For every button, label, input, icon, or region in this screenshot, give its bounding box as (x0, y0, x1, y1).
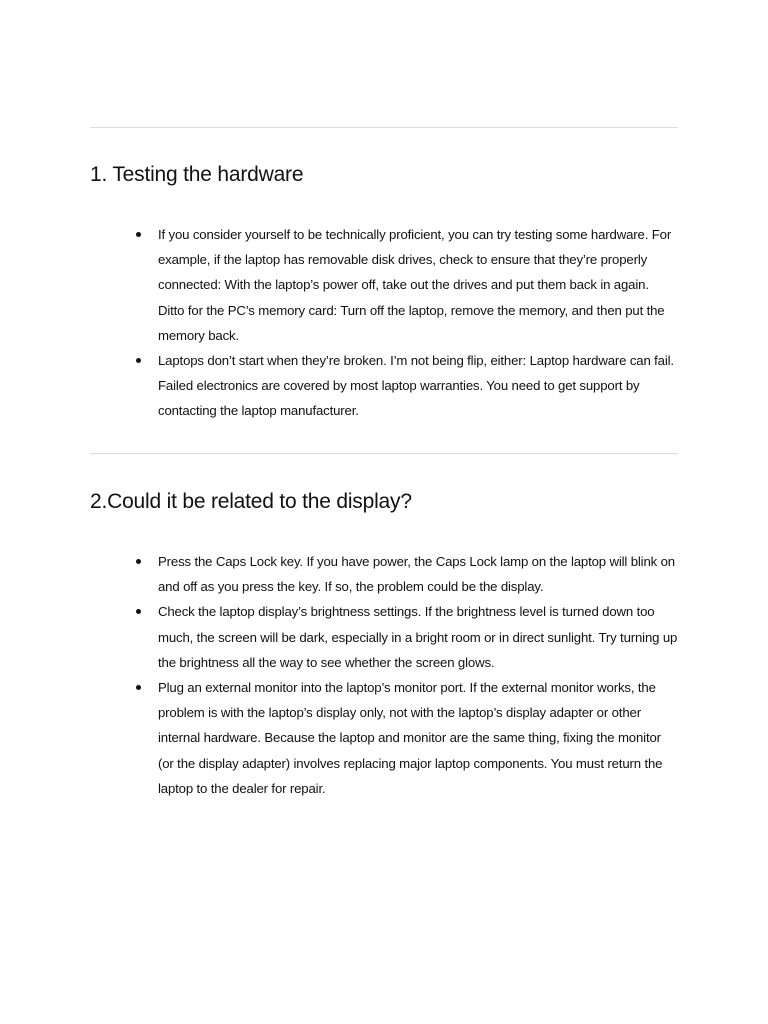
list-item-text: If you consider yourself to be technically proficient, you can try testing some hardware. For example, if the laptop has removable disk drives, check to ensure that they’re properly connected: With the laptop’s power off, take out the drives and put them back in again. Ditto for the PC’s memory card: Turn off the laptop, remove the memory, and then put the memory back. (158, 227, 672, 343)
bullet-list (0, 222, 678, 424)
list-item-text: Press the Caps Lock key. If you have power, the Caps Lock lamp on the laptop will blink on and off as you press the key. If so, the problem could be the display. (158, 554, 675, 595)
section-heading: 1. Testing the hardware (90, 163, 304, 186)
bullet-icon (136, 232, 141, 237)
bullet-icon (136, 685, 141, 690)
list-item (158, 599, 678, 675)
bullet-icon (136, 609, 141, 614)
section-divider (90, 453, 678, 454)
bullet-list (0, 549, 678, 801)
list-item (158, 222, 678, 348)
bullet-icon (136, 358, 141, 363)
list-item (158, 549, 678, 599)
list-item-text: Laptops don’t start when they’re broken. I’m not being flip, either: Laptop hardware can fail. Failed electronics are covered by most laptop warranties. You need to get support by contacting the laptop manufacturer. (158, 353, 674, 419)
section-heading: 2.Could it be related to the display? (90, 490, 412, 513)
bullet-icon (136, 559, 141, 564)
list-item (158, 675, 678, 801)
list-item-text: Plug an external monitor into the laptop’s monitor port. If the external monitor works, the problem is with the laptop’s display only, not with the laptop’s display adapter or other internal hardware. Because the laptop and monitor are the same thing, fixing the monitor (or the display adapter) involves replacing major laptop components. You must return the laptop to the dealer for repair. (158, 680, 663, 796)
list-item (158, 348, 678, 424)
section-divider (90, 127, 678, 128)
list-item-text: Check the laptop display’s brightness settings. If the brightness level is turned down too much, the screen will be dark, especially in a bright room or in direct sunlight. Try turning up the brightness all the way to see whether the screen glows. (158, 604, 678, 670)
